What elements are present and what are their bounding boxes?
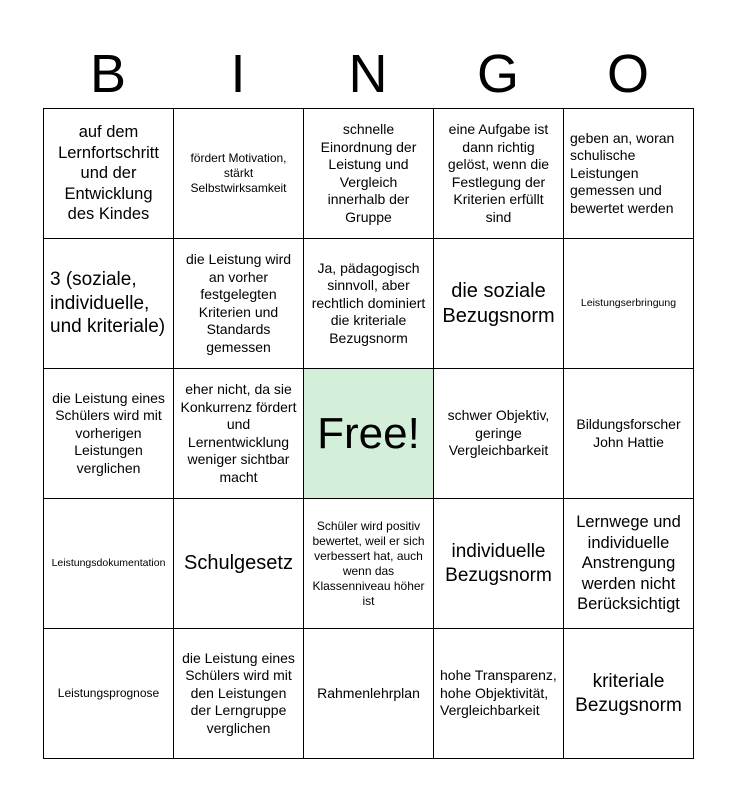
bingo-cell: schnelle Einordnung der Leistung und Vergleich innerhalb der Gruppe: [304, 109, 434, 239]
bingo-cell: Ja, pädagogisch sinnvoll, aber rechtlich dominiert die kriteriale Bezugsnorm: [304, 239, 434, 369]
header-letter-b: B: [89, 44, 127, 104]
bingo-cell: Rahmenlehrplan: [304, 629, 434, 759]
bingo-cell: schwer Objektiv, geringe Vergleichbarkeit: [434, 369, 564, 499]
bingo-cell: Leistungsprognose: [44, 629, 174, 759]
bingo-cell: eine Aufgabe ist dann richtig gelöst, wenn die Festlegung der Kriterien erfüllt sind: [434, 109, 564, 239]
bingo-cell: Lernwege und individuelle Anstrengung werden nicht Berücksichtigt: [564, 499, 694, 629]
bingo-cell: hohe Transparenz, hohe Objektivität, Vergleichbarkeit: [434, 629, 564, 759]
bingo-cell: auf dem Lernfortschritt und der Entwicklung des Kindes: [44, 109, 174, 239]
header-letter-n: N: [348, 44, 388, 104]
bingo-cell: die Leistung eines Schülers wird mit den Leistungen der Lerngruppe verglichen: [174, 629, 304, 759]
bingo-row: [44, 629, 694, 759]
header-letter-g: G: [476, 44, 519, 104]
bingo-cell: Bildungsforscher John Hattie: [564, 369, 694, 499]
free-cell: Free!: [304, 369, 434, 499]
header-letter-o: O: [606, 44, 649, 104]
bingo-row: [44, 499, 694, 629]
bingo-cell: geben an, woran schulische Leistungen gemessen und bewertet werden: [564, 109, 694, 239]
bingo-cell: individuelle Bezugsnorm: [434, 499, 564, 629]
bingo-cell: die Leistung eines Schülers wird mit vorherigen Leistungen verglichen: [44, 369, 174, 499]
bingo-cell: die soziale Bezugsnorm: [434, 239, 564, 369]
bingo-cell: 3 (soziale, individuelle, und kriteriale): [44, 239, 174, 369]
bingo-cell: die Leistung wird an vorher festgelegten Kriterien und Standards gemessen: [174, 239, 304, 369]
bingo-cell: Leistungsdokumentation: [44, 499, 174, 629]
header-letter-i: I: [230, 44, 246, 104]
bingo-cell: eher nicht, da sie Konkurrenz fördert und Lernentwicklung weniger sichtbar macht: [174, 369, 304, 499]
bingo-cell: Leistungserbringung: [564, 239, 694, 369]
bingo-row: [44, 369, 694, 499]
bingo-row: [44, 109, 694, 239]
bingo-cell: Schulgesetz: [174, 499, 304, 629]
bingo-cell: kriteriale Bezugsnorm: [564, 629, 694, 759]
bingo-cell: fördert Motivation, stärkt Selbstwirksamkeit: [174, 109, 304, 239]
bingo-card: [43, 108, 694, 759]
bingo-cell: Schüler wird positiv bewertet, weil er sich verbessert hat, auch wenn das Klassenniveau höher ist: [304, 499, 434, 629]
bingo-header: [43, 40, 693, 108]
bingo-row: [44, 239, 694, 369]
